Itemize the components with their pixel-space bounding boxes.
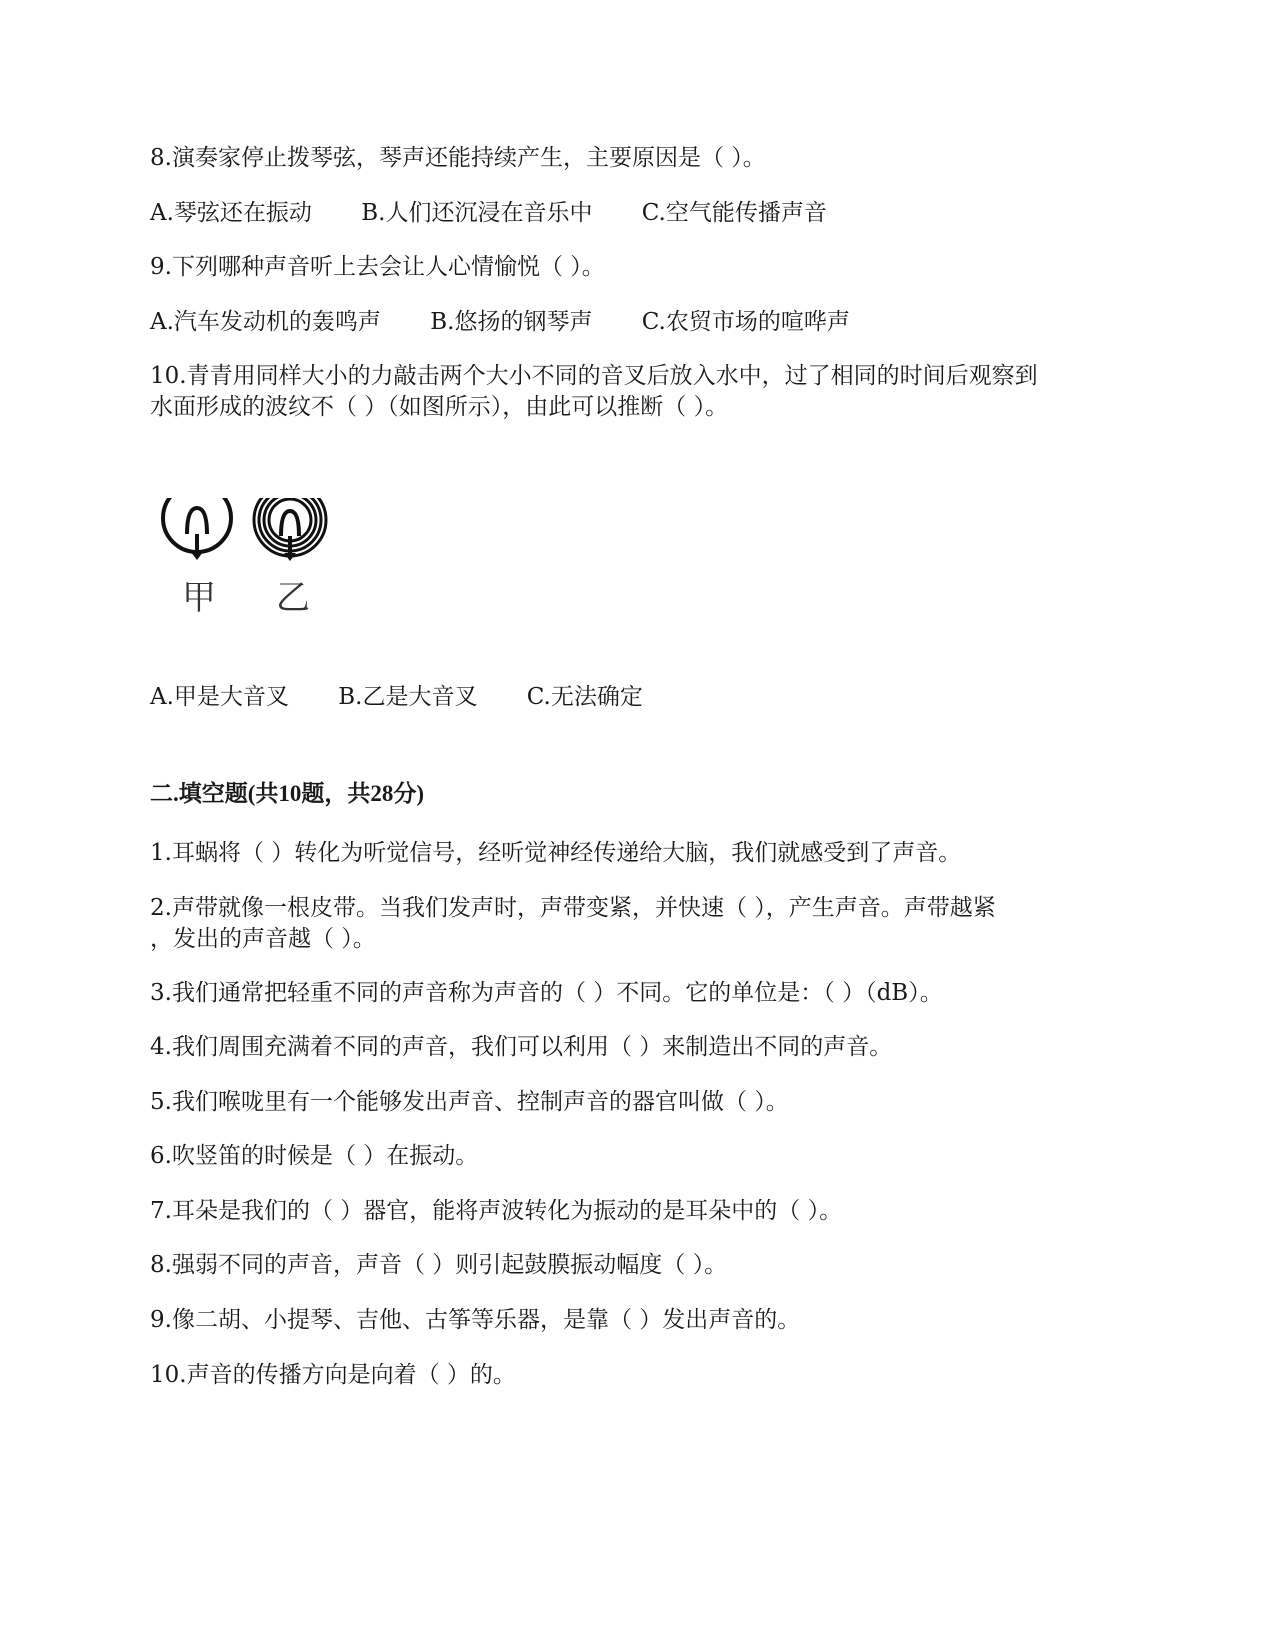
fill-item-7: 7.耳朵是我们的（ ）器官，能将声波转化为振动的是耳朵中的（ ）。 <box>150 1198 843 1224</box>
tuning-fork-ripples-icon <box>160 498 350 578</box>
fill-item-2-line2: ，发出的声音越（ ）。 <box>150 926 376 952</box>
question-10-stem-line1: 10.青青用同样大小的力敲击两个大小不同的音叉后放入水中，过了相同的时间后观察到 <box>150 363 1038 389</box>
question-9-options <box>150 306 1110 338</box>
q8-option-a: A.琴弦还在振动 <box>150 200 312 226</box>
fill-item-5: 5.我们喉咙里有一个能够发出声音、控制声音的器官叫做（ ）。 <box>150 1089 789 1115</box>
fill-item-4: 4.我们周围充满着不同的声音，我们可以利用（ ）来制造出不同的声音。 <box>150 1034 893 1060</box>
q9-option-a: A.汽车发动机的轰鸣声 <box>150 309 381 335</box>
tuning-fork-figure <box>160 498 350 648</box>
q8-option-c: C.空气能传播声音 <box>641 200 827 226</box>
q10-option-b: B.乙是大音叉 <box>338 684 478 710</box>
fill-item-8: 8.强弱不同的声音，声音（ ）则引起鼓膜振动幅度（ ）。 <box>150 1252 728 1278</box>
question-10-options <box>150 681 1110 713</box>
fill-item-2-line1: 2.声带就像一根皮带。当我们发声时，声带变紧，并快速（ ），产生声音。声带越紧 <box>150 895 996 921</box>
question-9-stem: 9.下列哪种声音听上去会让人心情愉悦（ ）。 <box>150 254 605 280</box>
figure-label-jia: 甲 <box>182 578 216 618</box>
fill-item-1: 1.耳蜗将（ ）转化为听觉信号，经听觉神经传递给大脑，我们就感受到了声音。 <box>150 840 962 866</box>
fill-item-10: 10.声音的传播方向是向着（ ）的。 <box>150 1362 516 1388</box>
question-10-stem-line2: 水面形成的波纹不（ ）（如图所示），由此可以推断（ ）。 <box>150 394 729 420</box>
fill-item-9: 9.像二胡、小提琴、吉他、古筝等乐器，是靠（ ）发出声音的。 <box>150 1307 801 1333</box>
question-8-options <box>150 197 1110 229</box>
q9-option-c: C.农贸市场的喧哗声 <box>641 309 850 335</box>
fork-jia-icon <box>163 498 231 560</box>
q8-option-b: B.人们还沉浸在音乐中 <box>361 200 593 226</box>
q10-option-a: A.甲是大音叉 <box>150 684 289 710</box>
fork-yi-icon <box>254 498 326 561</box>
section-2-title: 二.填空题(共10题，共28分) <box>150 781 425 806</box>
figure-label-yi: 乙 <box>276 578 310 618</box>
question-8-stem: 8.演奏家停止拨琴弦，琴声还能持续产生，主要原因是（ ）。 <box>150 145 766 171</box>
fill-item-6: 6.吹竖笛的时候是（ ）在振动。 <box>150 1143 479 1169</box>
q10-option-c: C.无法确定 <box>526 684 643 710</box>
q9-option-b: B.悠扬的钢琴声 <box>430 309 593 335</box>
fill-item-3: 3.我们通常把轻重不同的声音称为声音的（ ）不同。它的单位是：（ ）（dB）。 <box>150 980 943 1006</box>
